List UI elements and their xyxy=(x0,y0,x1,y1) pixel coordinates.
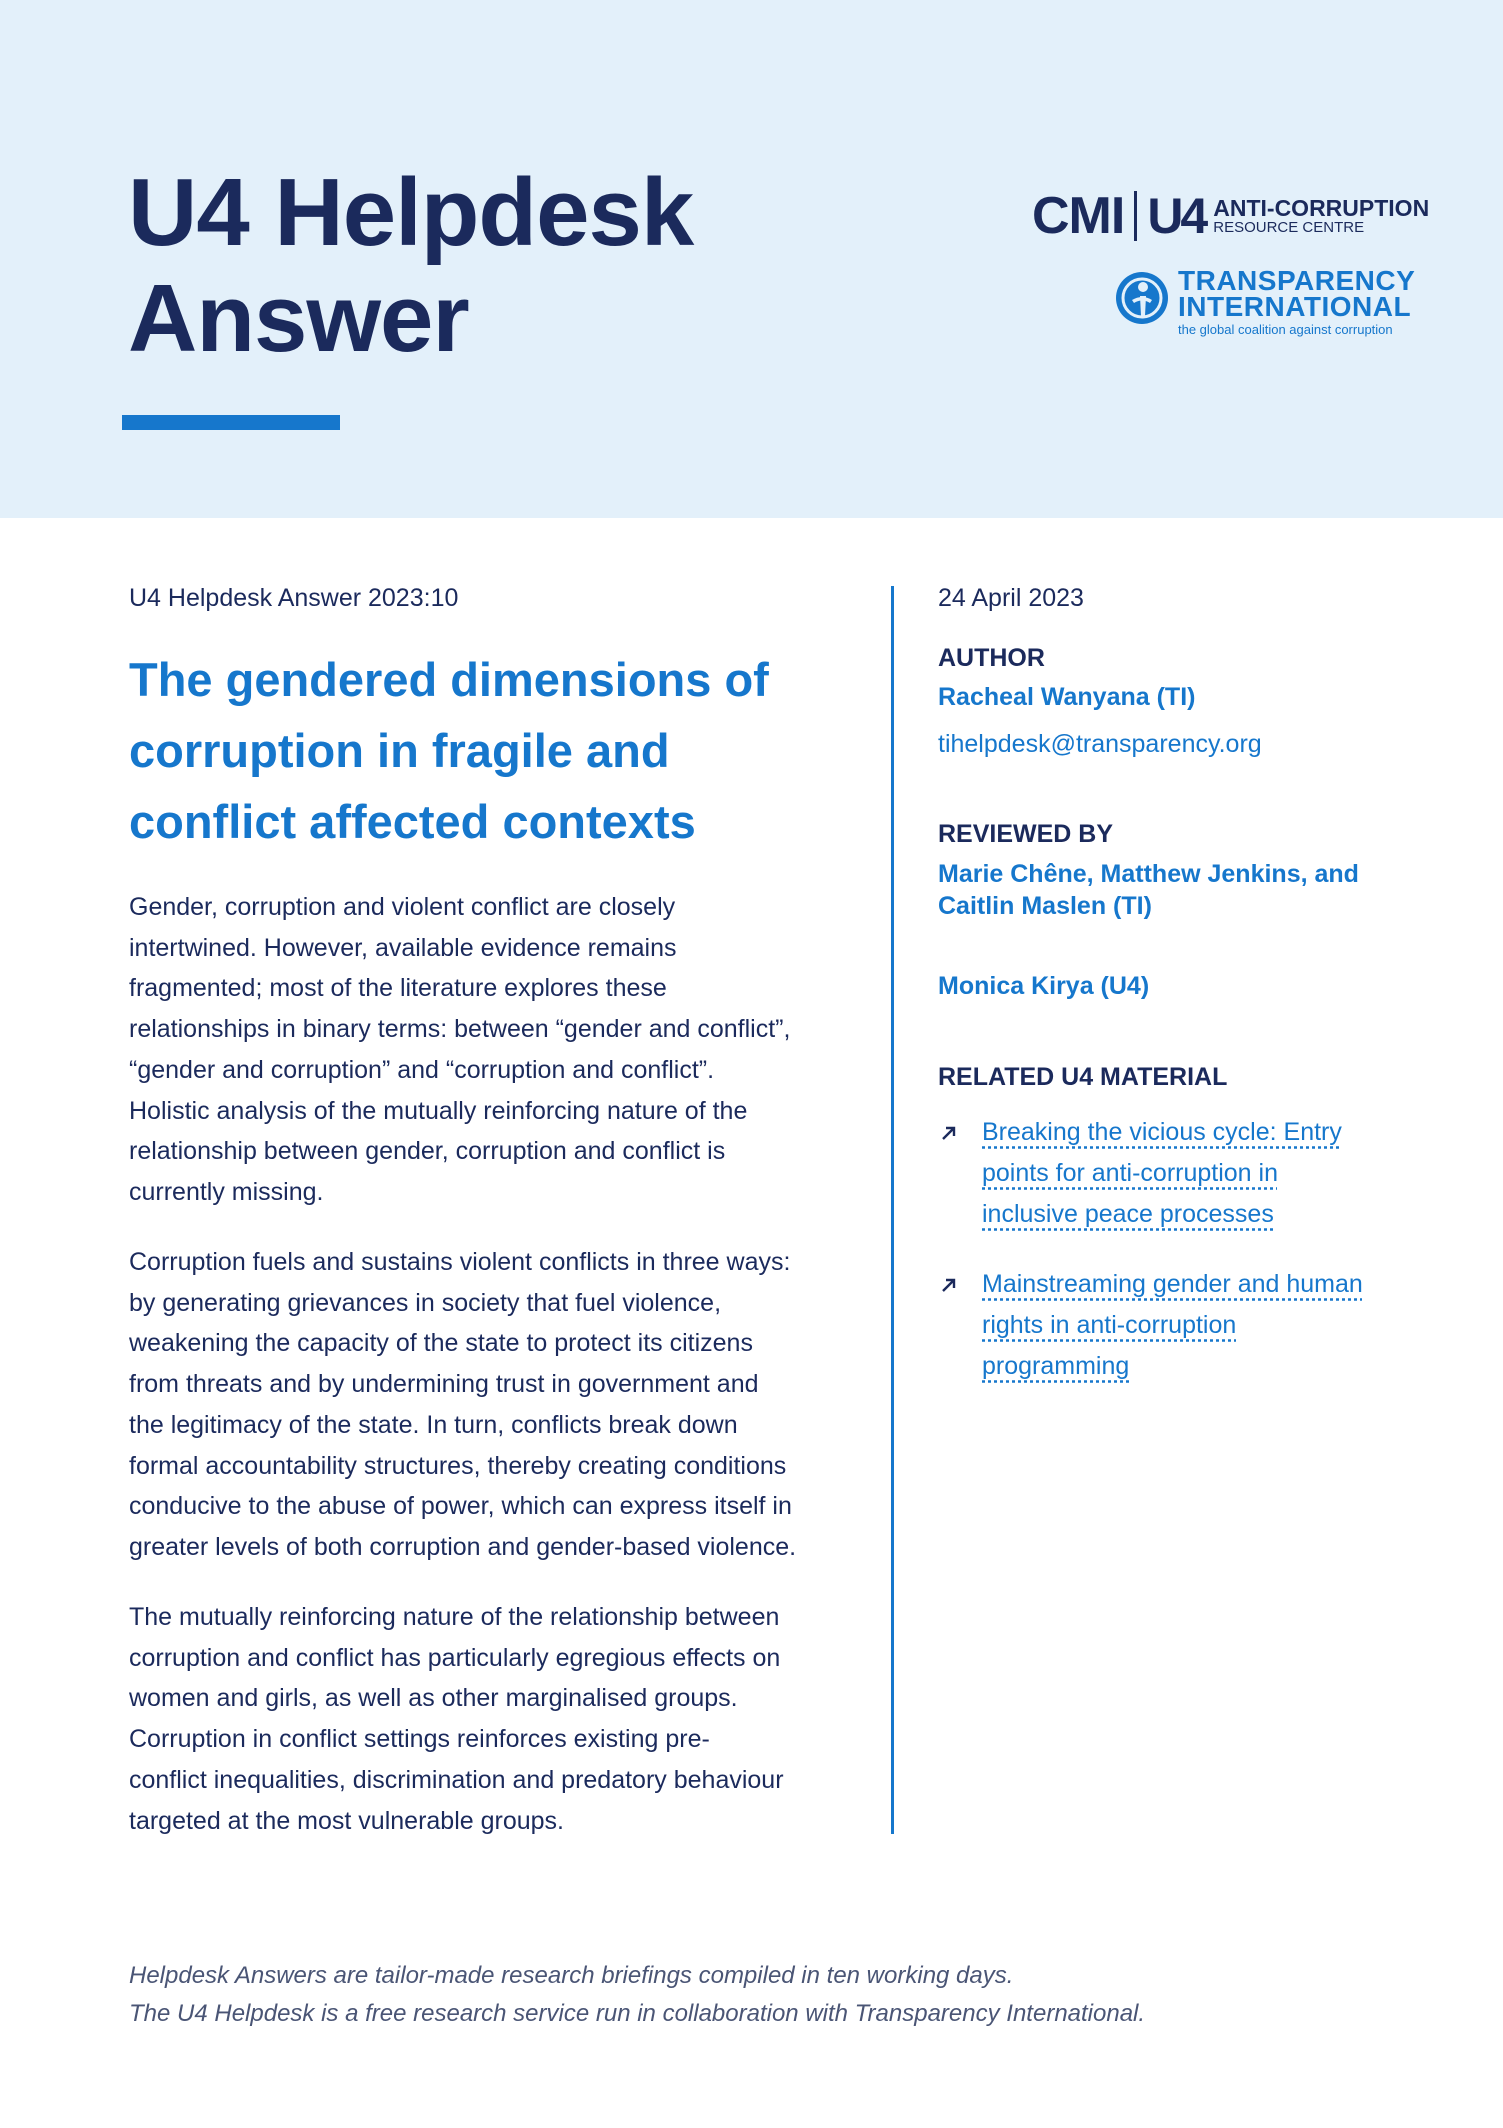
reviewer-u4: Monica Kirya (U4) xyxy=(938,972,1150,1000)
summary-paragraph xyxy=(129,1242,819,1568)
title-line: The gendered dimensions of xyxy=(129,653,769,706)
text-line: Gender, corruption and violent conflict are closely xyxy=(129,893,676,921)
ti-logo-line2: INTERNATIONAL xyxy=(1178,291,1412,322)
u4-logo-mark: U4 xyxy=(1147,188,1206,244)
text-line: relationships in binary terms: between “gender and conflict”, xyxy=(129,1015,791,1044)
text-line: by generating grievances in society that fuel violence, xyxy=(129,1288,722,1317)
title-line: conflict affected contexts xyxy=(129,795,696,848)
publication-date: 24 April 2023 xyxy=(938,584,1084,612)
reviewed-by-label: REVIEWED BY xyxy=(938,820,1114,848)
page-title xyxy=(128,160,693,372)
link-line[interactable]: rights in anti-corruption xyxy=(982,1311,1237,1339)
logo-divider xyxy=(1134,191,1137,241)
summary-paragraph xyxy=(129,887,819,1213)
text-line: conducive to the abuse of power, which can express itself in xyxy=(129,1492,792,1521)
text-line: weakening the capacity of the state to protect its citizens xyxy=(129,1329,753,1358)
text-line: “gender and corruption” and “corruption and conflict”. xyxy=(129,1055,715,1084)
text-line: relationship between gender, corruption and conflict is xyxy=(129,1137,726,1166)
title-line: U4 Helpdesk xyxy=(128,159,694,266)
text-line: greater levels of both corruption and gender-based violence. xyxy=(129,1532,797,1561)
author-label: AUTHOR xyxy=(938,644,1045,672)
text-line: Holistic analysis of the mutually reinforcing nature of the xyxy=(129,1096,748,1125)
ti-logo-tagline: the global coalition against corruption xyxy=(1178,322,1393,337)
arrow-up-right-icon xyxy=(938,1122,960,1144)
ti-globe-icon xyxy=(1114,270,1170,326)
reviewer-names: Caitlin Maslen (TI) xyxy=(938,892,1152,920)
cmi-u4-logo xyxy=(1032,188,1429,244)
arrow-up-right-icon xyxy=(938,1274,960,1296)
text-line: targeted at the most vulnerable groups. xyxy=(129,1806,564,1835)
accent-bar xyxy=(122,415,340,430)
text-line: formal accountability structures, thereby creating conditions xyxy=(129,1451,787,1480)
related-link-text[interactable] xyxy=(982,1112,1342,1235)
related-material-label: RELATED U4 MATERIAL xyxy=(938,1063,1228,1091)
author-name: Racheal Wanyana (TI) xyxy=(938,683,1196,711)
title-line: Answer xyxy=(128,265,469,372)
footer-note xyxy=(129,1957,1145,2033)
text-line: women and girls, as well as other marginalised groups. xyxy=(129,1684,738,1713)
u4-logo-words xyxy=(1213,196,1429,236)
header-banner xyxy=(0,0,1503,518)
document-title xyxy=(129,644,809,857)
title-line: corruption in fragile and xyxy=(129,724,670,777)
text-line: intertwined. However, available evidence remains xyxy=(129,933,677,962)
text-line: fragmented; most of the literature explores these xyxy=(129,974,667,1003)
text-line: conflict inequalities, discrimination and predatory behaviour xyxy=(129,1765,784,1794)
cmi-logo-text: CMI xyxy=(1032,187,1125,245)
footer-line: The U4 Helpdesk is a free research service run in collaboration with Transparency International. xyxy=(129,2000,1146,2027)
related-link-breaking-cycle[interactable] xyxy=(938,1112,1342,1235)
column-divider xyxy=(891,586,894,1834)
text-line: currently missing. xyxy=(129,1177,324,1206)
text-line: The mutually reinforcing nature of the relationship between xyxy=(129,1603,780,1631)
link-line[interactable]: programming xyxy=(982,1352,1130,1380)
summary-paragraph xyxy=(129,1597,819,1841)
link-line[interactable]: Mainstreaming gender and human xyxy=(982,1270,1363,1298)
link-line[interactable]: points for anti-corruption in xyxy=(982,1159,1278,1187)
text-line: the legitimacy of the state. In turn, conflicts break down xyxy=(129,1410,738,1439)
u4-logo-line2: RESOURCE CENTRE xyxy=(1213,219,1365,236)
transparency-international-logo xyxy=(1114,265,1416,342)
reviewer-names: Marie Chêne, Matthew Jenkins, and xyxy=(938,860,1359,888)
ti-logo-words xyxy=(1178,265,1416,338)
text-line: Corruption fuels and sustains violent conflicts in three ways: xyxy=(129,1248,791,1276)
link-line[interactable]: inclusive peace processes xyxy=(982,1200,1274,1228)
footer-line: Helpdesk Answers are tailor-made research briefings compiled in ten working days. xyxy=(129,1962,1014,1989)
related-link-text[interactable] xyxy=(982,1264,1363,1387)
answer-reference: U4 Helpdesk Answer 2023:10 xyxy=(129,584,459,612)
author-email-link[interactable]: tihelpdesk@transparency.org xyxy=(938,730,1262,758)
text-line: from threats and by undermining trust in government and xyxy=(129,1370,759,1399)
link-line[interactable]: Breaking the vicious cycle: Entry xyxy=(982,1118,1342,1146)
ti-logo-line1: TRANSPARENCY xyxy=(1178,265,1416,296)
u4-logo-line1: ANTI-CORRUPTION xyxy=(1213,195,1430,221)
text-line: Corruption in conflict settings reinforces existing pre- xyxy=(129,1725,710,1754)
related-link-mainstreaming-gender[interactable] xyxy=(938,1264,1363,1387)
text-line: corruption and conflict has particularly egregious effects on xyxy=(129,1643,781,1672)
